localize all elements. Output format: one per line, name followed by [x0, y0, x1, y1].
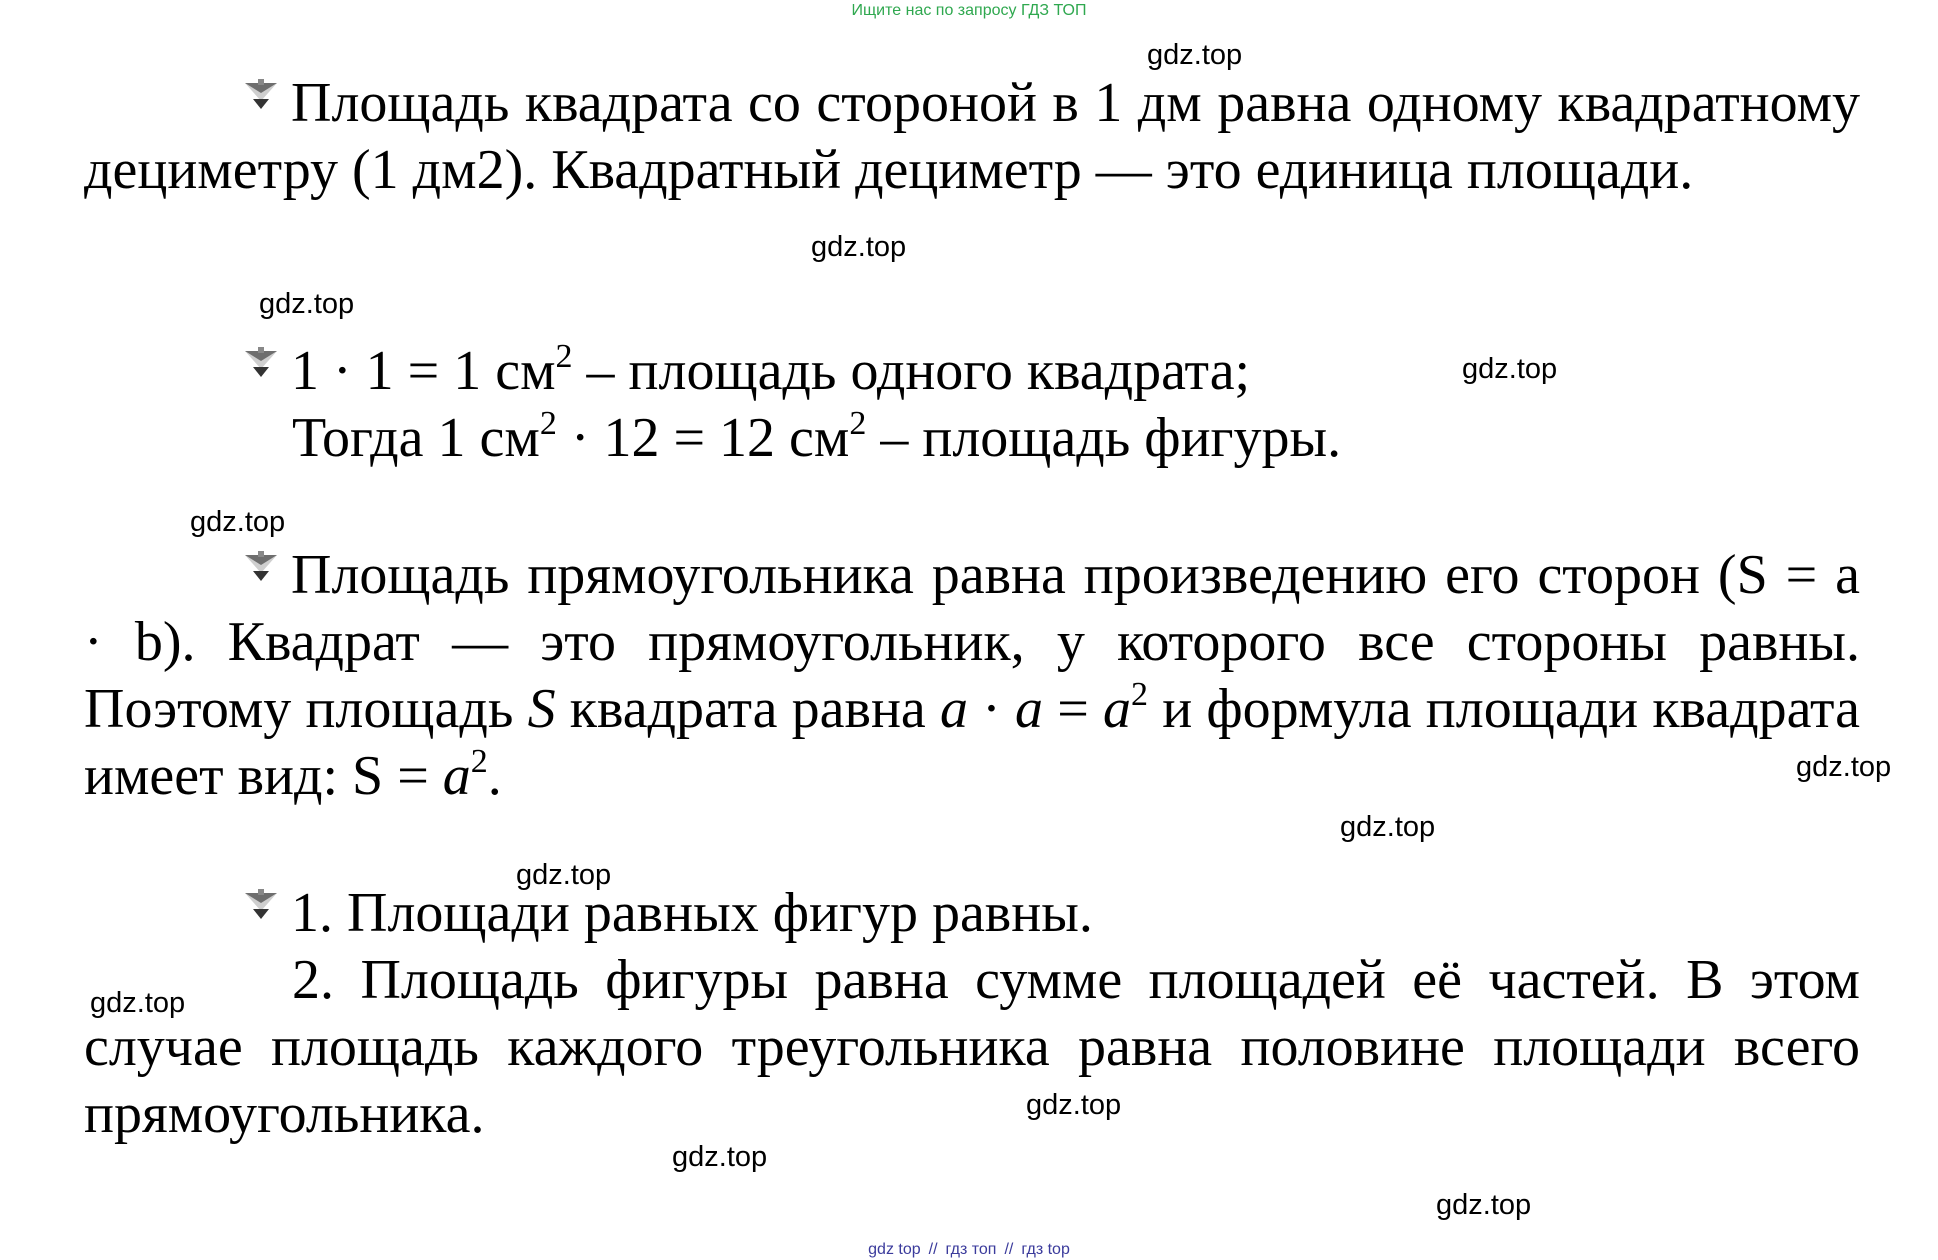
text-run: Площадь прямоугольника равна произведению его сторон (S = a · b). Квадрат — это прямоугольник, у которого все стороны равны. Поэтому площадь	[84, 544, 1860, 740]
text-run: .	[487, 745, 502, 807]
formula-sup: 2	[849, 405, 867, 442]
watermark: gdz.top	[90, 987, 186, 1019]
top-banner: Ищите нас по запросу ГДЗ ТОП	[851, 2, 1087, 19]
watermark: gdz.top	[1340, 811, 1436, 843]
formula-part: 1 · 1 = 1 см	[291, 340, 556, 402]
watermark: gdz.top	[1147, 39, 1243, 71]
formula-part: – площадь фигуры.	[866, 407, 1342, 469]
arrow-bullet-icon	[239, 551, 283, 583]
formula-part: Тогда 1 см	[292, 407, 540, 469]
footer-link[interactable]: гдз топ	[945, 1241, 997, 1258]
math-var: a	[1103, 678, 1132, 740]
math-var: a	[442, 745, 471, 807]
section-2-line-2	[84, 405, 1938, 472]
formula-part: – площадь одного квадрата;	[572, 340, 1251, 402]
footer-link[interactable]: гдз top	[1021, 1241, 1070, 1258]
section-4-line-1	[84, 880, 1938, 947]
text-run: и формула площади квадрата имеет вид: S =	[84, 678, 1861, 807]
watermark: gdz.top	[811, 231, 907, 263]
watermark: gdz.top	[516, 859, 612, 891]
math-var: a	[939, 678, 968, 740]
formula-sup: 2	[539, 405, 557, 442]
rule-1-text: 1. Площади равных фигур равны.	[291, 882, 1093, 944]
math-var: S	[527, 678, 556, 740]
section-1-text: Площадь квадрата со стороной в 1 дм равна одному квадратному дециметру (1 дм2). Квадратный дециметр — это единица площади.	[84, 72, 1860, 201]
watermark: gdz.top	[1026, 1089, 1122, 1121]
watermark: gdz.top	[259, 288, 355, 320]
text-run: квадрата равна	[555, 678, 940, 740]
watermark: gdz.top	[1462, 353, 1558, 385]
math-sup: 2	[1131, 676, 1149, 713]
formula-part: · 12 = 12 см	[556, 407, 850, 469]
section-4-paragraph-2: 2. Площадь фигуры равна сумме площадей её частей. В этом случае площадь каждого треугольника равна половине площади всего прямоугольника.	[84, 949, 1860, 1145]
arrow-bullet-icon	[239, 889, 283, 921]
arrow-bullet-icon	[239, 79, 283, 111]
watermark: gdz.top	[1436, 1189, 1532, 1221]
footer-separator: //	[928, 1241, 938, 1258]
math-var: a	[1015, 678, 1044, 740]
section-3-paragraph	[84, 542, 1860, 810]
formula-sup: 2	[555, 338, 573, 375]
text-run: ·	[967, 678, 1016, 740]
section-2-line-1	[84, 338, 1938, 405]
watermark: gdz.top	[672, 1141, 768, 1173]
footer-separator: //	[1004, 1241, 1014, 1258]
footer-link[interactable]: gdz top	[868, 1241, 921, 1258]
math-sup: 2	[470, 743, 488, 780]
text-run: =	[1043, 678, 1104, 740]
section-1-paragraph	[84, 70, 1860, 204]
arrow-bullet-icon	[239, 347, 283, 379]
footer-links	[0, 1240, 1938, 1260]
watermark: gdz.top	[190, 506, 286, 538]
watermark: gdz.top	[1796, 751, 1892, 783]
